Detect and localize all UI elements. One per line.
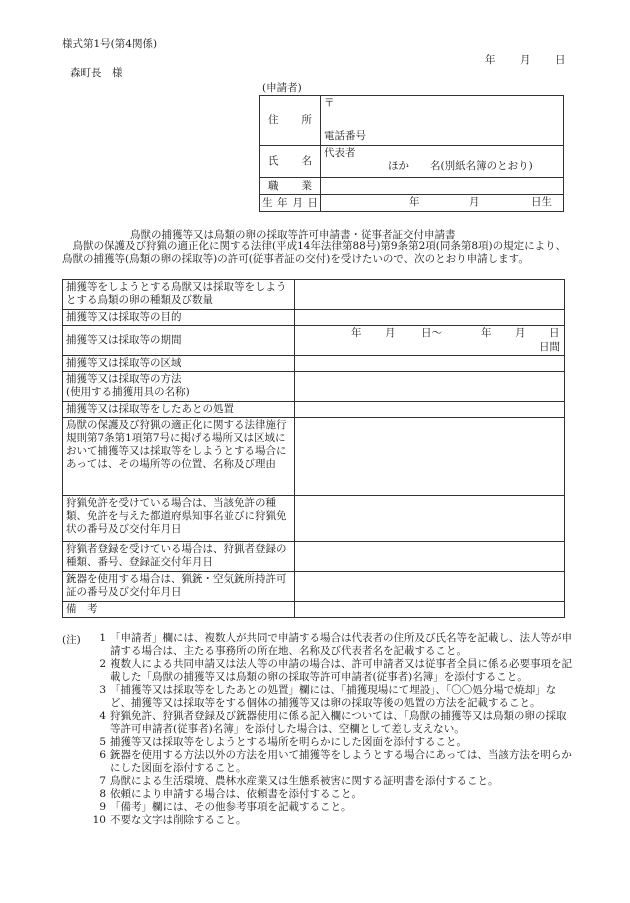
- row-value[interactable]: [295, 372, 565, 402]
- occupation-label: 職 業: [260, 178, 321, 195]
- row-label: 捕獲等又は採取等をしたあとの処置: [63, 402, 295, 418]
- note-text: 「申請者」欄には、複数人が共同で申請する場合は代表者の住所及び氏名等を記載し、法人等が申請する場合は、主たる事務所の所在地、名称及び代表者名を記載すること。: [110, 632, 572, 657]
- row-label: 狩猟免許を受けている場合は、当該免許の種類、免許を与えた都道府県知事名並びに狩猟免状の番号及び交付年月日: [63, 496, 295, 542]
- row-label: 捕獲等をしようとする鳥獣又は採取等をしようとする鳥類の卵の種類及び数量: [63, 280, 295, 310]
- period-year-start: 年: [351, 327, 362, 339]
- note-item: [84, 658, 572, 684]
- note-number: 9: [99, 801, 106, 813]
- notes-prefix: (注): [62, 634, 81, 646]
- note-number: 6: [99, 749, 106, 761]
- birthdate-field[interactable]: [321, 195, 564, 212]
- period-day-start: 日〜: [421, 327, 442, 339]
- note-text: 銃器を使用する方法以外の方法を用いて捕獲等をしようとする場合にあっては、当該方法を明らかにした図面を添付すること。: [110, 749, 572, 774]
- name-field[interactable]: [321, 146, 564, 178]
- table-row: [63, 310, 565, 326]
- note-item: [84, 632, 572, 658]
- row-value[interactable]: [295, 310, 565, 326]
- note-number: 3: [99, 684, 106, 696]
- note-item: [84, 788, 572, 801]
- row-value[interactable]: [295, 542, 565, 572]
- period-days: 日間: [539, 341, 560, 353]
- birth-month: 月: [469, 196, 480, 208]
- note-text: 不要な文字は削除すること。: [110, 814, 247, 826]
- table-row: [63, 418, 565, 496]
- table-row: [63, 356, 565, 372]
- period-month-start: 月: [385, 327, 396, 339]
- birthdate-label: 生年月日: [260, 195, 321, 212]
- note-number: 7: [99, 775, 106, 787]
- note-text: 複数人による共同申請又は法人等の申請の場合は、許可申請者又は従事者全員に係る必要事項を記載した「鳥獣の捕獲等又は鳥類の卵の採取等許可申請者(従事者)名簿」を添付すること。: [110, 658, 572, 683]
- date-year: 年: [485, 54, 496, 66]
- document-intro: 鳥獣の保護及び狩猟の適正化に関する法律(平成14年法律第88号)第9条第2項(同条第8項)の規定により、鳥獣の捕獲等(鳥類の卵の採取等)の許可(従事者証の交付)を受けたいので、次のとおり申請します。: [62, 240, 567, 265]
- application-table: [62, 279, 565, 618]
- row-label: 備 考: [63, 602, 295, 618]
- table-row: [63, 280, 565, 310]
- note-text: 捕獲等又は採取等をしようとする場所を明らかにした図面を添付すること。: [110, 736, 467, 748]
- note-number: 5: [99, 736, 106, 748]
- row-value[interactable]: [295, 496, 565, 542]
- phone-label: 電話番号: [324, 130, 366, 142]
- period-day-end: 日: [549, 327, 560, 339]
- date-month: 月: [520, 54, 531, 66]
- applicant-title: (申請者): [262, 82, 302, 94]
- document-title: 鳥獣の捕獲等又は鳥類の卵の採取等許可申請書・従事者証交付申請書: [130, 229, 456, 241]
- note-item: [84, 801, 572, 814]
- row-label: 捕獲等又は採取等の期間: [63, 326, 295, 356]
- row-label: 銃器を使用する場合は、猟銃・空気銃所持許可証の番号及び交付年月日: [63, 572, 295, 602]
- row-value[interactable]: [295, 402, 565, 418]
- row-label: 捕獲等又は採取等の方法 (使用する捕獲用具の名称): [63, 372, 295, 402]
- row-value[interactable]: [295, 280, 565, 310]
- note-item: [84, 736, 572, 749]
- period-year-end: 年: [481, 327, 492, 339]
- table-row: [63, 372, 565, 402]
- note-text: 「備考」欄には、その他参考事項を記載すること。: [110, 801, 352, 813]
- note-text: 「捕獲等又は採取等をしたあとの処置」欄には、「捕獲現場にて埋設」、「〇〇処分場で焼却」など、捕獲等又は採取等をする個体の捕獲等又は卵の採取等後の処置の方法を記載すること。: [110, 684, 557, 709]
- form-number: 様式第1号(第4関係): [62, 38, 158, 50]
- notes-list: [84, 632, 572, 827]
- row-label: 鳥獣の保護及び狩猟の適正化に関する法律施行規則第7条第1項第7号に掲げる場所又は区域において捕獲等又は採取等をしようとする場合にあっては、その場所等の位置、名称及び理由: [63, 418, 295, 496]
- table-row: [63, 542, 565, 572]
- note-number: 1: [99, 632, 106, 644]
- table-row: [63, 602, 565, 618]
- note-text: 鳥獣による生活環境、農林水産業又は生態系被害に関する証明書を添付すること。: [110, 775, 499, 787]
- name-label: 氏 名: [260, 146, 321, 178]
- row-label: 捕獲等又は採取等の目的: [63, 310, 295, 326]
- note-number: 2: [99, 658, 106, 670]
- note-text: 狩猟免許、狩猟者登録及び銃器使用に係る記入欄については、「鳥獣の捕獲等又は鳥類の卵の採取等許可申請者(従事者)名簿」を添付した場合は、空欄として差し支えない。: [110, 710, 567, 735]
- row-value[interactable]: [295, 356, 565, 372]
- note-item: [84, 749, 572, 775]
- period-month-end: 月: [515, 327, 526, 339]
- table-row: [63, 496, 565, 542]
- postal-mark: 〒: [324, 97, 335, 109]
- table-row: [63, 326, 565, 356]
- address-label: 住 所: [260, 96, 321, 146]
- birth-day: 日生: [531, 196, 552, 208]
- note-item: [84, 684, 572, 710]
- row-label: 捕獲等又は採取等の区域: [63, 356, 295, 372]
- note-text: 依頼により申請する場合は、依頼書を添付すること。: [110, 788, 362, 800]
- addressee: 森町長 様: [70, 67, 123, 79]
- birth-year: 年: [409, 196, 420, 208]
- period-field[interactable]: [295, 326, 565, 356]
- row-value[interactable]: [295, 418, 565, 496]
- representative-label: 代表者: [324, 147, 356, 159]
- note-item: [84, 775, 572, 788]
- date-day: 日: [555, 54, 566, 66]
- address-field[interactable]: [321, 96, 564, 146]
- table-row: [63, 402, 565, 418]
- occupation-field[interactable]: [321, 178, 564, 195]
- note-number: 8: [99, 788, 106, 800]
- others-text: ほか 名(別紙名簿のとおり): [388, 160, 533, 172]
- row-value[interactable]: [295, 602, 565, 618]
- note-item: [84, 710, 572, 736]
- row-value[interactable]: [295, 572, 565, 602]
- row-label: 狩猟者登録を受けている場合は、狩猟者登録の種類、番号、登録証交付年月日: [63, 542, 295, 572]
- note-item: [84, 814, 572, 827]
- note-number: 4: [99, 710, 106, 722]
- applicant-table: [259, 95, 564, 212]
- table-row: [63, 572, 565, 602]
- note-number: 10: [92, 814, 106, 826]
